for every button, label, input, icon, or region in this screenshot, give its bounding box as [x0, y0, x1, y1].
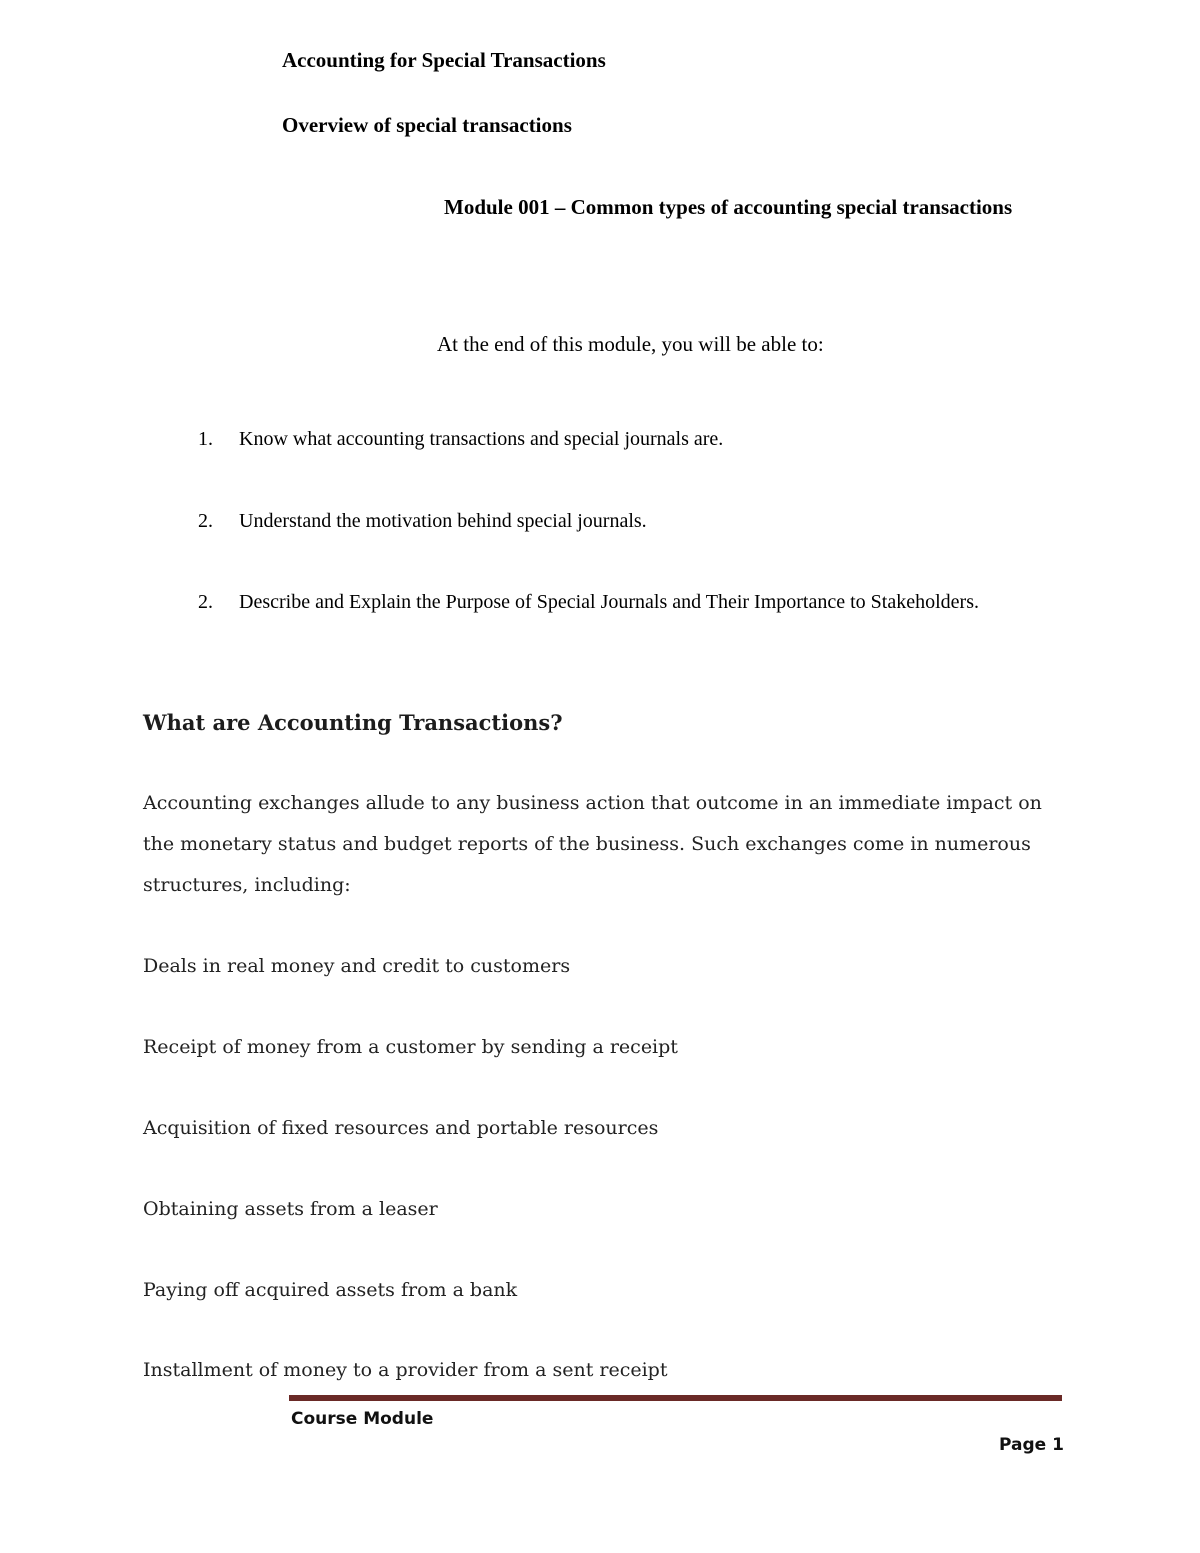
transaction-type-item: Deals in real money and credit to customers: [143, 955, 571, 977]
objective-number: 1.: [198, 428, 213, 450]
paragraph-line: structures, including:: [143, 874, 351, 896]
footer-course-module: Course Module: [291, 1409, 434, 1429]
objective-item: [198, 509, 647, 533]
objective-item: [198, 590, 979, 614]
objective-text: Understand the motivation behind special journals.: [239, 510, 647, 532]
footer-page-number: Page 1: [999, 1435, 1064, 1455]
overview-title: Overview of special transactions: [282, 113, 572, 137]
objective-number: 2.: [198, 510, 213, 532]
paragraph-line: the monetary status and budget reports of the business. Such exchanges come in numerous: [143, 833, 1031, 855]
transaction-type-item: Acquisition of fixed resources and portable resources: [143, 1117, 659, 1139]
objective-number: 2.: [198, 591, 213, 613]
transaction-type-item: Paying off acquired assets from a bank: [143, 1279, 518, 1301]
objective-text: Know what accounting transactions and special journals are.: [239, 428, 724, 450]
objective-text: Describe and Explain the Purpose of Special Journals and Their Importance to Stakeholders.: [239, 591, 979, 613]
module-title: Module 001 – Common types of accounting special transactions: [444, 195, 1013, 219]
course-title: Accounting for Special Transactions: [282, 48, 606, 72]
section-heading: What are Accounting Transactions?: [143, 710, 563, 735]
objectives-intro: At the end of this module, you will be able to:: [437, 332, 824, 356]
objective-item: [198, 427, 723, 451]
transaction-type-item: Receipt of money from a customer by sending a receipt: [143, 1036, 678, 1058]
transaction-type-item: Obtaining assets from a leaser: [143, 1198, 438, 1220]
section-paragraph: [143, 783, 1042, 906]
transaction-type-item: Installment of money to a provider from a sent receipt: [143, 1359, 668, 1381]
footer-rule: [289, 1395, 1062, 1401]
paragraph-line: Accounting exchanges allude to any business action that outcome in an immediate impact on: [143, 792, 1042, 814]
